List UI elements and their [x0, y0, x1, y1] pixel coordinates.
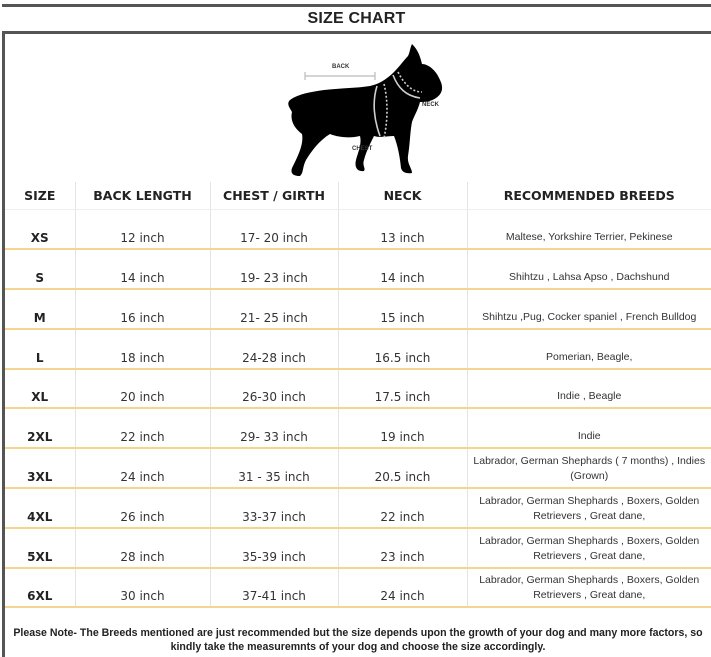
- size-cell: 5XL: [5, 528, 75, 568]
- chest-cell: 24-28 inch: [210, 329, 338, 369]
- neck-cell: 23 inch: [338, 528, 467, 568]
- chest-label: CHEST: [352, 146, 373, 152]
- table-header-row: [5, 182, 711, 210]
- breeds-cell: Shihtzu , Lahsa Apso , Dachshund: [467, 249, 711, 289]
- back-length-cell: 20 inch: [75, 369, 210, 409]
- back-label: BACK: [332, 64, 350, 70]
- size-cell: S: [5, 249, 75, 289]
- breeds-cell: Labrador, German Shephards ( 7 months) , Indies (Grown): [467, 448, 711, 488]
- dog-silhouette-icon: [260, 40, 460, 180]
- back-length-cell: 16 inch: [75, 289, 210, 329]
- disclaimer-note: Please Note- The Breeds mentioned are just recommended but the size depends upon the growth of your dog and many more factors, so kindly take the measuremnts of your dog and choose the size accordingly.: [13, 627, 703, 653]
- size-cell: XL: [5, 369, 75, 409]
- table-row: [5, 369, 711, 409]
- back-length-cell: 30 inch: [75, 568, 210, 608]
- breeds-cell: Maltese, Yorkshire Terrier, Pekinese: [467, 210, 711, 250]
- title-bar: [2, 4, 711, 34]
- breeds-cell: Labrador, German Shephards , Boxers, Golden Retrievers , Great dane,: [467, 488, 711, 528]
- chest-cell: 19- 23 inch: [210, 249, 338, 289]
- neck-cell: 20.5 inch: [338, 448, 467, 488]
- table-row: [5, 488, 711, 528]
- header-recommended-breeds: RECOMMENDED BREEDS: [467, 182, 711, 210]
- size-cell: L: [5, 329, 75, 369]
- neck-cell: 13 inch: [338, 210, 467, 250]
- breeds-cell: Shihtzu ,Pug, Cocker spaniel , French Bulldog: [467, 289, 711, 329]
- chest-cell: 29- 33 inch: [210, 408, 338, 448]
- back-length-cell: 24 inch: [75, 448, 210, 488]
- chest-cell: 17- 20 inch: [210, 210, 338, 250]
- header-back-length: BACK LENGTH: [75, 182, 210, 210]
- back-length-cell: 12 inch: [75, 210, 210, 250]
- neck-cell: 19 inch: [338, 408, 467, 448]
- header-chest-girth: CHEST / GIRTH: [210, 182, 338, 210]
- neck-cell: 15 inch: [338, 289, 467, 329]
- dog-illustration: [5, 36, 711, 182]
- back-length-cell: 14 inch: [75, 249, 210, 289]
- header-neck: NECK: [338, 182, 467, 210]
- chest-cell: 33-37 inch: [210, 488, 338, 528]
- chest-cell: 26-30 inch: [210, 369, 338, 409]
- neck-cell: 22 inch: [338, 488, 467, 528]
- back-length-cell: 28 inch: [75, 528, 210, 568]
- table-row: [5, 448, 711, 488]
- back-length-cell: 18 inch: [75, 329, 210, 369]
- table-row: [5, 568, 711, 608]
- chest-cell: 31 - 35 inch: [210, 448, 338, 488]
- table-row: [5, 289, 711, 329]
- breeds-cell: Labrador, German Shephards , Boxers, Golden Retrievers , Great dane,: [467, 528, 711, 568]
- size-cell: M: [5, 289, 75, 329]
- table-row: [5, 408, 711, 448]
- neck-cell: 16.5 inch: [338, 329, 467, 369]
- neck-cell: 14 inch: [338, 249, 467, 289]
- size-cell: 2XL: [5, 408, 75, 448]
- size-cell: 6XL: [5, 568, 75, 608]
- breeds-cell: Indie: [467, 408, 711, 448]
- table-row: [5, 329, 711, 369]
- breeds-cell: Labrador, German Shephards , Boxers, Golden Retrievers , Great dane,: [467, 568, 711, 608]
- neck-cell: 24 inch: [338, 568, 467, 608]
- breeds-cell: Pomerian, Beagle,: [467, 329, 711, 369]
- table-row: [5, 249, 711, 289]
- back-length-cell: 26 inch: [75, 488, 210, 528]
- breeds-cell: Indie , Beagle: [467, 369, 711, 409]
- size-cell: 4XL: [5, 488, 75, 528]
- back-length-cell: 22 inch: [75, 408, 210, 448]
- table-row: [5, 528, 711, 568]
- neck-cell: 17.5 inch: [338, 369, 467, 409]
- chest-cell: 21- 25 inch: [210, 289, 338, 329]
- size-cell: XS: [5, 210, 75, 250]
- chest-cell: 37-41 inch: [210, 568, 338, 608]
- page-title: SIZE CHART: [307, 10, 406, 27]
- table-row: [5, 210, 711, 250]
- size-cell: 3XL: [5, 448, 75, 488]
- neck-label: NECK: [422, 102, 440, 108]
- chest-cell: 35-39 inch: [210, 528, 338, 568]
- header-size: SIZE: [5, 182, 75, 210]
- size-table: [5, 182, 711, 608]
